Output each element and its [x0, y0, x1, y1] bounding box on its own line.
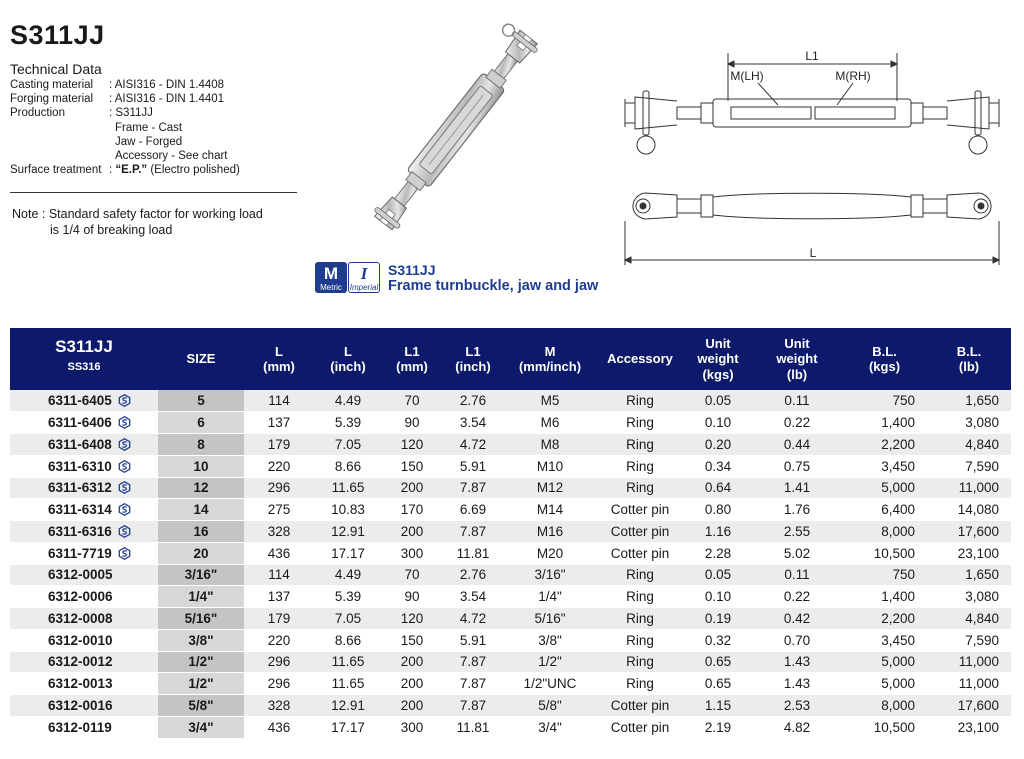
breaking-load-lb-cell: 1,650 — [927, 564, 1011, 586]
thread-cell: 1/2"UNC — [504, 673, 596, 695]
breaking-load-lb-cell: 3,080 — [927, 412, 1011, 434]
accessory-cell: Ring — [596, 455, 684, 477]
table-header-row — [10, 328, 1011, 390]
length-mm-cell: 296 — [244, 477, 314, 499]
item-code-cell — [10, 651, 158, 673]
breaking-load-kgs-cell: 2,200 — [842, 608, 927, 630]
table-row — [10, 586, 1011, 608]
dim-l-label: L — [809, 246, 817, 260]
weight-kgs-cell: 0.05 — [684, 564, 752, 586]
header-l-inch: L (inch) — [314, 328, 382, 390]
table-row — [10, 651, 1011, 673]
length-inch-cell: 4.49 — [314, 564, 382, 586]
l1-mm-cell: 90 — [382, 586, 442, 608]
weight-kgs-cell: 0.65 — [684, 673, 752, 695]
table-row — [10, 695, 1011, 717]
length-mm-cell: 275 — [244, 499, 314, 521]
accessory-cell: Cotter pin — [596, 695, 684, 717]
weight-kgs-cell: 1.15 — [684, 695, 752, 717]
table-row — [10, 434, 1011, 456]
l1-inch-cell: 5.91 — [442, 629, 504, 651]
item-code: 6312-0008 — [48, 610, 113, 626]
weight-kgs-cell: 0.19 — [684, 608, 752, 630]
item-code-cell — [10, 673, 158, 695]
breaking-load-kgs-cell: 6,400 — [842, 499, 927, 521]
note-line-1: Note : Standard safety factor for working load — [12, 207, 263, 221]
weight-lb-cell: 1.43 — [752, 651, 842, 673]
spec-label: Forging material — [10, 93, 94, 106]
imperial-badge — [348, 262, 380, 293]
header-l1-inch: L1 (inch) — [442, 328, 504, 390]
l1-mm-cell: 170 — [382, 499, 442, 521]
length-inch-cell: 5.39 — [314, 586, 382, 608]
table-row — [10, 716, 1011, 738]
spec-value: : S311JJ — [109, 107, 153, 120]
breaking-load-lb-cell: 23,100 — [927, 542, 1011, 564]
length-inch-cell: 17.17 — [314, 542, 382, 564]
header-l1-mm: L1 (mm) — [382, 328, 442, 390]
breaking-load-lb-cell: 1,650 — [927, 390, 1011, 412]
l1-mm-cell: 120 — [382, 434, 442, 456]
size-cell: 20 — [158, 542, 244, 564]
dim-l1-label: L1 — [805, 49, 819, 63]
length-inch-cell: 12.91 — [314, 695, 382, 717]
section-divider — [10, 192, 297, 193]
accessory-cell: Cotter pin — [596, 499, 684, 521]
header-bl-kgs: B.L. (kgs) — [842, 328, 927, 390]
accessory-cell: Ring — [596, 673, 684, 695]
l1-inch-cell: 7.87 — [442, 695, 504, 717]
item-code: 6312-0119 — [48, 719, 112, 735]
spec-value: Jaw - Forged — [115, 135, 183, 148]
accessory-cell: Cotter pin — [596, 521, 684, 543]
spec-row — [10, 106, 240, 120]
l1-mm-cell: 200 — [382, 477, 442, 499]
table-row — [10, 499, 1011, 521]
turnbuckle-photo — [330, 20, 582, 240]
size-cell: 8 — [158, 434, 244, 456]
breaking-load-kgs-cell: 8,000 — [842, 695, 927, 717]
l1-inch-cell: 2.76 — [442, 390, 504, 412]
spec-value: Accessory - See chart — [115, 150, 228, 163]
accessory-cell: Ring — [596, 651, 684, 673]
size-cell: 1/2" — [158, 651, 244, 673]
length-inch-cell: 8.66 — [314, 629, 382, 651]
spec-label — [10, 135, 109, 149]
accessory-cell: Ring — [596, 434, 684, 456]
weight-lb-cell: 1.76 — [752, 499, 842, 521]
table-row — [10, 629, 1011, 651]
item-code: 6311-6408 — [48, 436, 112, 452]
weight-lb-cell: 1.43 — [752, 673, 842, 695]
thread-cell: 3/8" — [504, 629, 596, 651]
length-mm-cell: 179 — [244, 608, 314, 630]
table-row — [10, 608, 1011, 630]
thread-cell: 1/4" — [504, 586, 596, 608]
breaking-load-lb-cell: 7,590 — [927, 455, 1011, 477]
l1-inch-cell: 11.81 — [442, 716, 504, 738]
spec-row-surface — [10, 163, 240, 177]
technical-data-heading: Technical Data — [10, 61, 102, 77]
spec-row — [10, 149, 240, 163]
product-name: Frame turnbuckle, jaw and jaw — [388, 278, 599, 294]
weight-lb-cell: 0.11 — [752, 564, 842, 586]
header-accessory: Accessory — [596, 328, 684, 390]
metric-badge — [315, 262, 347, 293]
length-inch-cell: 17.17 — [314, 716, 382, 738]
stainless-hex-icon — [118, 481, 131, 494]
length-inch-cell: 10.83 — [314, 499, 382, 521]
size-cell: 5/8" — [158, 695, 244, 717]
length-inch-cell: 12.91 — [314, 521, 382, 543]
header-product — [10, 328, 158, 390]
table-row — [10, 542, 1011, 564]
item-code: 6311-6310 — [48, 458, 112, 474]
breaking-load-lb-cell: 17,600 — [927, 695, 1011, 717]
length-inch-cell: 5.39 — [314, 412, 382, 434]
spec-value: : AISI316 - DIN 1.4408 — [109, 79, 225, 91]
breaking-load-lb-cell: 14,080 — [927, 499, 1011, 521]
l1-mm-cell: 200 — [382, 673, 442, 695]
l1-mm-cell: 150 — [382, 455, 442, 477]
size-cell: 3/8" — [158, 629, 244, 651]
length-mm-cell: 114 — [244, 390, 314, 412]
item-code-cell — [10, 499, 158, 521]
thread-cell: M8 — [504, 434, 596, 456]
size-cell: 12 — [158, 477, 244, 499]
thread-cell: M16 — [504, 521, 596, 543]
weight-lb-cell: 0.22 — [752, 586, 842, 608]
table-row — [10, 673, 1011, 695]
surface-suffix: (Electro polished) — [147, 164, 240, 177]
thread-cell: 1/2" — [504, 651, 596, 673]
item-code-cell — [10, 542, 158, 564]
spec-row — [10, 135, 240, 149]
size-cell: 5 — [158, 390, 244, 412]
length-inch-cell: 11.65 — [314, 477, 382, 499]
l1-mm-cell: 300 — [382, 542, 442, 564]
breaking-load-lb-cell: 11,000 — [927, 651, 1011, 673]
item-code-cell — [10, 521, 158, 543]
l1-mm-cell: 120 — [382, 608, 442, 630]
breaking-load-kgs-cell: 10,500 — [842, 716, 927, 738]
item-code-cell — [10, 608, 158, 630]
spec-row — [10, 92, 240, 106]
size-cell: 1/4" — [158, 586, 244, 608]
imperial-badge-text: Imperial — [349, 283, 379, 292]
size-cell: 6 — [158, 412, 244, 434]
item-code-cell — [10, 477, 158, 499]
table-row — [10, 455, 1011, 477]
length-mm-cell: 296 — [244, 673, 314, 695]
breaking-load-lb-cell: 4,840 — [927, 608, 1011, 630]
length-mm-cell: 220 — [244, 629, 314, 651]
item-code-cell — [10, 695, 158, 717]
item-code: 6311-6312 — [48, 480, 112, 496]
spec-value: Frame - Cast — [115, 121, 183, 134]
length-mm-cell: 114 — [244, 564, 314, 586]
item-code-cell — [10, 564, 158, 586]
header-size: SIZE — [158, 328, 244, 390]
weight-lb-cell: 2.53 — [752, 695, 842, 717]
l1-inch-cell: 7.87 — [442, 521, 504, 543]
weight-kgs-cell: 0.10 — [684, 586, 752, 608]
spec-label: Production — [10, 107, 65, 120]
item-code: 6311-6316 — [48, 523, 112, 539]
l1-inch-cell: 5.91 — [442, 455, 504, 477]
l1-mm-cell: 200 — [382, 651, 442, 673]
weight-lb-cell: 0.70 — [752, 629, 842, 651]
item-code-cell — [10, 412, 158, 434]
item-code: 6312-0010 — [48, 632, 113, 648]
accessory-cell: Ring — [596, 629, 684, 651]
weight-lb-cell: 0.44 — [752, 434, 842, 456]
breaking-load-kgs-cell: 1,400 — [842, 586, 927, 608]
technical-data-list — [10, 78, 240, 177]
size-cell: 1/2" — [158, 673, 244, 695]
l1-inch-cell: 3.54 — [442, 412, 504, 434]
item-code: 6312-0013 — [48, 676, 113, 692]
l1-mm-cell: 200 — [382, 521, 442, 543]
weight-lb-cell: 0.22 — [752, 412, 842, 434]
length-mm-cell: 137 — [244, 586, 314, 608]
item-code-cell — [10, 716, 158, 738]
size-cell: 14 — [158, 499, 244, 521]
length-mm-cell: 137 — [244, 412, 314, 434]
weight-kgs-cell: 0.65 — [684, 651, 752, 673]
l1-inch-cell: 11.81 — [442, 542, 504, 564]
l1-mm-cell: 70 — [382, 390, 442, 412]
spec-value: : AISI316 - DIN 1.4401 — [109, 93, 225, 106]
weight-lb-cell: 2.55 — [752, 521, 842, 543]
metric-badge-letter: M — [323, 264, 339, 283]
spec-table — [10, 328, 1011, 739]
weight-kgs-cell: 0.34 — [684, 455, 752, 477]
spec-label — [10, 149, 109, 163]
breaking-load-lb-cell: 23,100 — [927, 716, 1011, 738]
item-code-cell — [10, 434, 158, 456]
item-code: 6311-7719 — [48, 545, 112, 561]
spec-label: Casting material — [10, 79, 94, 91]
stainless-hex-icon — [118, 394, 131, 407]
breaking-load-kgs-cell: 2,200 — [842, 434, 927, 456]
weight-lb-cell: 0.11 — [752, 390, 842, 412]
stainless-hex-icon — [118, 547, 131, 560]
item-code: 6311-6314 — [48, 502, 112, 518]
l1-inch-cell: 6.69 — [442, 499, 504, 521]
size-cell: 16 — [158, 521, 244, 543]
thread-cell: 5/16" — [504, 608, 596, 630]
weight-kgs-cell: 2.28 — [684, 542, 752, 564]
item-code: 6312-0016 — [48, 697, 113, 713]
l1-inch-cell: 3.54 — [442, 586, 504, 608]
size-cell: 3/16" — [158, 564, 244, 586]
table-row — [10, 521, 1011, 543]
l1-mm-cell: 200 — [382, 695, 442, 717]
spec-label: Surface treatment — [10, 164, 102, 177]
weight-kgs-cell: 0.10 — [684, 412, 752, 434]
length-inch-cell: 11.65 — [314, 673, 382, 695]
l1-inch-cell: 4.72 — [442, 608, 504, 630]
l1-mm-cell: 300 — [382, 716, 442, 738]
dim-mrh-label: M(RH) — [835, 69, 871, 83]
l1-inch-cell: 7.87 — [442, 673, 504, 695]
header-weight-lb: Unit weight (lb) — [752, 328, 842, 390]
accessory-cell: Cotter pin — [596, 716, 684, 738]
header-bl-lb: B.L. (lb) — [927, 328, 1011, 390]
l1-mm-cell: 90 — [382, 412, 442, 434]
weight-kgs-cell: 0.20 — [684, 434, 752, 456]
item-code: 6311-6406 — [48, 415, 112, 431]
breaking-load-lb-cell: 3,080 — [927, 586, 1011, 608]
spec-row — [10, 78, 240, 92]
spec-row — [10, 121, 240, 135]
l1-inch-cell: 2.76 — [442, 564, 504, 586]
breaking-load-kgs-cell: 750 — [842, 564, 927, 586]
item-code-cell — [10, 586, 158, 608]
weight-lb-cell: 4.82 — [752, 716, 842, 738]
stainless-hex-icon — [118, 460, 131, 473]
breaking-load-kgs-cell: 3,450 — [842, 455, 927, 477]
l1-inch-cell: 7.87 — [442, 477, 504, 499]
breaking-load-kgs-cell: 8,000 — [842, 521, 927, 543]
thread-cell: M12 — [504, 477, 596, 499]
accessory-cell: Ring — [596, 390, 684, 412]
breaking-load-lb-cell: 11,000 — [927, 673, 1011, 695]
breaking-load-lb-cell: 11,000 — [927, 477, 1011, 499]
weight-kgs-cell: 0.32 — [684, 629, 752, 651]
length-mm-cell: 179 — [244, 434, 314, 456]
imperial-badge-letter: I — [360, 264, 368, 283]
table-row — [10, 564, 1011, 586]
thread-cell: M10 — [504, 455, 596, 477]
accessory-cell: Ring — [596, 477, 684, 499]
accessory-cell: Ring — [596, 564, 684, 586]
breaking-load-kgs-cell: 750 — [842, 390, 927, 412]
item-code: 6312-0006 — [48, 589, 113, 605]
item-code: 6312-0012 — [48, 654, 113, 670]
l1-mm-cell: 70 — [382, 564, 442, 586]
thread-cell: M20 — [504, 542, 596, 564]
stainless-hex-icon — [118, 503, 131, 516]
weight-kgs-cell: 2.19 — [684, 716, 752, 738]
length-inch-cell: 8.66 — [314, 455, 382, 477]
header-product-code: S311JJ — [55, 336, 113, 356]
weight-kgs-cell: 0.05 — [684, 390, 752, 412]
breaking-load-lb-cell: 4,840 — [927, 434, 1011, 456]
length-inch-cell: 11.65 — [314, 651, 382, 673]
metric-badge-text: Metric — [320, 283, 342, 292]
weight-kgs-cell: 1.16 — [684, 521, 752, 543]
breaking-load-lb-cell: 7,590 — [927, 629, 1011, 651]
accessory-cell: Cotter pin — [596, 542, 684, 564]
weight-lb-cell: 5.02 — [752, 542, 842, 564]
header-l-mm: L (mm) — [244, 328, 314, 390]
spec-value — [109, 163, 240, 177]
header-material: SS316 — [67, 361, 101, 373]
breaking-load-kgs-cell: 5,000 — [842, 477, 927, 499]
size-cell: 3/4" — [158, 716, 244, 738]
table-row — [10, 412, 1011, 434]
thread-cell: 5/8" — [504, 695, 596, 717]
length-mm-cell: 328 — [244, 521, 314, 543]
thread-cell: M6 — [504, 412, 596, 434]
length-mm-cell: 436 — [244, 716, 314, 738]
item-code-cell — [10, 455, 158, 477]
accessory-cell: Ring — [596, 608, 684, 630]
spec-label — [10, 121, 109, 135]
length-mm-cell: 328 — [244, 695, 314, 717]
page-title: S311JJ — [10, 20, 105, 50]
thread-cell: M14 — [504, 499, 596, 521]
breaking-load-kgs-cell: 1,400 — [842, 412, 927, 434]
header-m: M (mm/inch) — [504, 328, 596, 390]
length-mm-cell: 296 — [244, 651, 314, 673]
l1-inch-cell: 7.87 — [442, 651, 504, 673]
length-inch-cell: 7.05 — [314, 608, 382, 630]
item-code: 6311-6405 — [48, 393, 112, 409]
weight-lb-cell: 1.41 — [752, 477, 842, 499]
item-code: 6312-0005 — [48, 567, 113, 583]
thread-cell: 3/4" — [504, 716, 596, 738]
header-weight-kgs: Unit weight (kgs) — [684, 328, 752, 390]
breaking-load-kgs-cell: 3,450 — [842, 629, 927, 651]
breaking-load-kgs-cell: 5,000 — [842, 673, 927, 695]
dim-mlh-label: M(LH) — [730, 69, 764, 83]
l1-mm-cell: 150 — [382, 629, 442, 651]
breaking-load-lb-cell: 17,600 — [927, 521, 1011, 543]
stainless-hex-icon — [118, 525, 131, 538]
note-line-2: is 1/4 of breaking load — [50, 222, 173, 237]
weight-kgs-cell: 0.64 — [684, 477, 752, 499]
length-mm-cell: 436 — [244, 542, 314, 564]
thread-cell: 3/16" — [504, 564, 596, 586]
length-inch-cell: 7.05 — [314, 434, 382, 456]
size-cell: 5/16" — [158, 608, 244, 630]
item-code-cell — [10, 629, 158, 651]
accessory-cell: Ring — [596, 586, 684, 608]
size-cell: 10 — [158, 455, 244, 477]
weight-lb-cell: 0.42 — [752, 608, 842, 630]
item-code-cell — [10, 390, 158, 412]
breaking-load-kgs-cell: 10,500 — [842, 542, 927, 564]
accessory-cell: Ring — [596, 412, 684, 434]
breaking-load-kgs-cell: 5,000 — [842, 651, 927, 673]
length-mm-cell: 220 — [244, 455, 314, 477]
table-row — [10, 477, 1011, 499]
length-inch-cell: 4.49 — [314, 390, 382, 412]
technical-drawing — [615, 45, 1010, 265]
surface-prefix: : — [109, 164, 116, 177]
surface-ep: “E.P.” — [115, 164, 148, 177]
l1-inch-cell: 4.72 — [442, 434, 504, 456]
stainless-hex-icon — [118, 438, 131, 451]
safety-note — [12, 207, 263, 238]
table-row — [10, 390, 1011, 412]
weight-lb-cell: 0.75 — [752, 455, 842, 477]
weight-kgs-cell: 0.80 — [684, 499, 752, 521]
product-code: S311JJ — [388, 262, 436, 278]
thread-cell: M5 — [504, 390, 596, 412]
stainless-hex-icon — [118, 416, 131, 429]
